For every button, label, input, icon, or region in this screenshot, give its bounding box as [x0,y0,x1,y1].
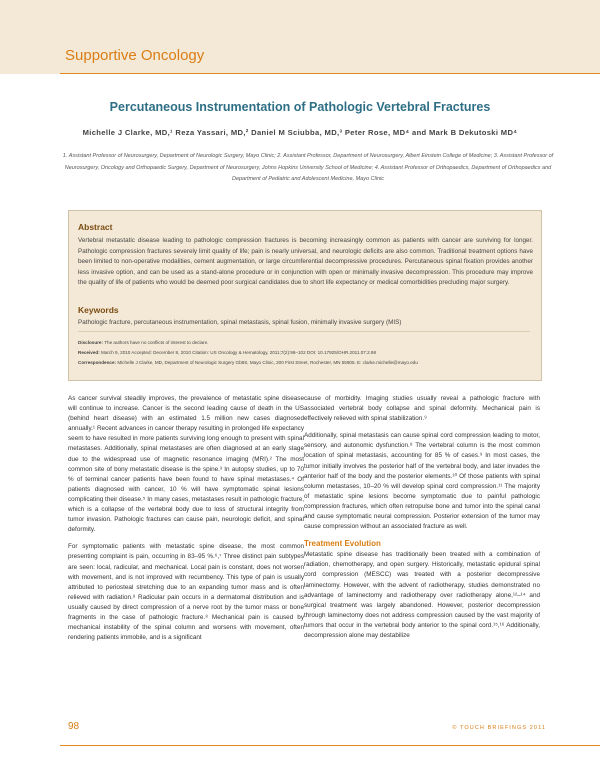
disclosure-text: The authors have no conflicts of interest to declare. [104,340,209,345]
publisher-credit [452,725,546,731]
received-text: March 9, 2010 Accepted: December 8, 2010 Citation: US Oncology & Hematology, 2011;7(2):98–102 DOI: 10.17925/OHR.2011.07.2.98 [101,350,377,355]
keywords-heading: Keywords [78,305,119,315]
received-line [78,349,533,358]
copyright-icon: © [452,725,458,731]
paragraph: As cancer survival steadily improves, the prevalence of metastatic spine disease will continue to increase. Cancer is the second leading cause of death in the US (behind heart disease) with an estimated 1.5 million new cases diagnosed annually.¹ Recent advances in cancer therapy resulting in prolonged life expectancy seem to have resulted in more patients surviving long enough to present with spinal metastases. Additionally, spinal metastases are often diagnosed at an early stage due to the widespread use of magnetic resonance imaging (MRI).² The most common site of bony metastatic disease is the spine.³ In autopsy studies, up to 70 % of terminal cancer patients have been found to have spinal metastases.⁴ Of patients diagnosed with cancer, 10 % will have symptomatic spinal lesions complicating their disease.⁵ In many cases, metastases result in pathologic fracture, which is a collapse of the vertebral body due to loss of structural integrity from tumor invasion. Pathologic fractures can cause pain, neurologic deficit, and spinal deformity. [68,395,304,534]
abstract-heading: Abstract [78,222,113,232]
footer-rule [60,745,600,746]
paragraph: Additionally, spinal metastasis can cause spinal cord compression leading to motor, sensory, and autonomic dysfunction.⁸ The vertebral column is the most common location of spinal metastasis, accounting for 85 % of cases.⁹ In most cases, the tumor initially involves the posterior half of the vertebral body, and later invades the anterior half of the body and the posterior elements.¹⁰ Of those patients with spinal column metastases, 10–20 % will develop spinal cord compression.¹¹ The majority of metastatic spine lesions become symptomatic due to painful pathologic compression fractures, which often retropulse bone and tumor into the spinal canal and cause symptomatic neural compression. Posterior extension of the tumor may cause compression without an associated fracture as well. [304,432,540,531]
correspondence-text: Michelle J Clarke, MD, Department of Neurologic Surgery Gb8S, Mayo Clinic, 200 First Street, Rochester, MN 55905. E: clarke.michelle@mayo.edu [117,360,418,365]
received-label: Received: [78,350,100,355]
body-column-right [304,394,540,648]
paragraph: Metastatic spine disease has traditionally been treated with a combination of radiation, chemotherapy, and open surgery. Historically, metastatic epidural spinal cord compression (MESCC) was treated with a posterior decompressive laminectomy. However, with the advent of radiotherapy, studies demonstrated no advantage of laminectomy and radiotherapy over radiotherapy alone,¹²–¹⁴ and surgical treatment was largely abandoned. However, posterior decompression through laminectomy does not address compression caused by the vast majority of tumors that occur in the vertebral body anterior to the spinal cord.¹⁵,¹⁶ Additionally, decompression alone may destabilize [304,551,540,639]
header-rule [60,73,600,74]
body-column-left [68,394,304,650]
disclosure-label: Disclosure: [78,340,104,345]
disclosure-line [78,339,533,348]
author-affiliations: 1. Assistant Professor of Neurosurgery, Department of Neurologic Surgery, Mayo Clinic; 2. Assistant Professor, Department of Neurosurgery, Albert Einstein College of Medicine; 3. Assistant Professor of Neurosurgery, Oncology and Orthopaedic Surgery, Department of Neurosurgery, Johns Hopkins University School of Medicine; 4. Assistant Professor of Orthopaedics, Department of Orthopaedics and Department of Pediatric and Adolescent Medicine, Mayo Clinic [62,153,554,182]
page-number: 98 [68,721,80,732]
publisher-name: TOUCH BRIEFINGS 2011 [460,725,546,731]
journal-section: Supportive Oncology [65,47,205,64]
article-title: Percutaneous Instrumentation of Pathologic Vertebral Fractures [109,100,491,114]
author-list: Michelle J Clarke, MD,¹ Reza Yassari, MD,² Daniel M Sciubba, MD,³ Peter Rose, MD⁴ and Mark B Dekutoski MD⁴ [82,128,518,137]
paragraph: cause of morbidity. Imaging studies usually reveal a pathologic fracture with associated vertebral body collapse and spinal deformity. Mechanical pain is effectively relieved with spinal stabilization.⁹ [304,395,540,423]
correspondence-line [78,359,533,368]
box-divider [78,331,530,332]
correspondence-label: Correspondence: [78,360,117,365]
abstract-text: Vertebral metastatic disease leading to pathologic compression fractures is becoming increasingly common as patients with cancer are surviving for longer. Pathologic compression fractures severely limit quality of life; pain is nearly universal, and neurologic deficits are also common. Traditional treatment options have been limited to non-operative modalities, cement augmentation, or large circumferential decompressive procedures. Percutaneous spinal fixation provides another less invasive option, and can be used as a stand-alone procedure or in conjunction with open or minimally invasive decompression. This procedure may improve the quality of life of patients who would be deemed poor surgical candidates due to short life expectancy or medical comorbidities precluding major surgery. [78,237,533,286]
keywords-text: Pathologic fracture, percutaneous instrumentation, spinal metastasis, spinal fusion, minimally invasive surgery (MIS) [78,319,402,326]
paragraph: For symptomatic patients with metastatic spine disease, the most common presenting complaint is pain, occurring in 83–95 %.⁶,⁷ Three distinct pain subtypes are seen: local, radicular, and mechanical. Local pain is constant, does not worsen with movement, and is not improved with recumbency. This type of pain is usually attributed to periosteal stretching due to an expanding tumor mass and is often relieved with radiation.⁸ Radicular pain occurs in a dermatomal distribution and is usually caused by direct compression of a nerve root by the tumor mass or bone fragments in the case of pathologic fracture.⁸ Mechanical pain is caused by mechanical instability of the spinal column and worsens with movement, often rendering patients immobile, and is a significant [68,543,304,642]
section-heading-treatment: Treatment Evolution [304,539,381,549]
